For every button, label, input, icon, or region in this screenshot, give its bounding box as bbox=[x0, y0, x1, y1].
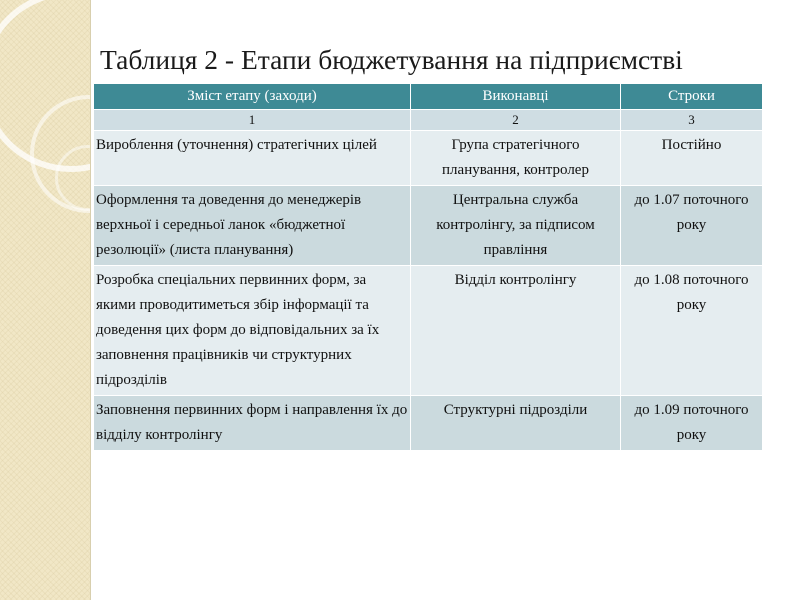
executor-cell: Група стратегічного планування, контролер bbox=[411, 131, 621, 186]
stage-cell: Вироблення (уточнення) стратегічних цілей bbox=[94, 131, 411, 186]
stage-cell: Розробка спеціальних первинних форм, за якими проводитиметься збір інформації та доведення цих форм до відповідальних за їх заповнення працівників чи структурних підрозділів bbox=[94, 266, 411, 396]
budgeting-stages-table bbox=[93, 83, 763, 451]
column-number: 2 bbox=[411, 110, 621, 131]
table-row bbox=[94, 131, 763, 186]
column-number: 1 bbox=[94, 110, 411, 131]
table-row bbox=[94, 266, 763, 396]
slide-title: Таблиця 2 - Етапи бюджетування на підприємстві bbox=[100, 44, 683, 75]
table-header-row bbox=[94, 84, 763, 110]
decorative-side-panel bbox=[0, 0, 90, 600]
column-number: 3 bbox=[621, 110, 763, 131]
side-divider bbox=[90, 0, 91, 600]
column-number-row bbox=[94, 110, 763, 131]
executor-cell: Відділ контролінгу bbox=[411, 266, 621, 396]
executor-cell: Центральна служба контролінгу, за підписом правління bbox=[411, 186, 621, 266]
header-stage: Зміст етапу (заходи) bbox=[94, 84, 411, 110]
table-row bbox=[94, 186, 763, 266]
term-cell: Постійно bbox=[621, 131, 763, 186]
term-cell: до 1.09 поточного року bbox=[621, 396, 763, 451]
table-row bbox=[94, 396, 763, 451]
header-term: Строки bbox=[621, 84, 763, 110]
stage-cell: Заповнення первинних форм і направлення їх до відділу контролінгу bbox=[94, 396, 411, 451]
stage-cell: Оформлення та доведення до менеджерів верхньої і середньої ланок «бюджетної резолюції» (листа планування) bbox=[94, 186, 411, 266]
header-executor: Виконавці bbox=[411, 84, 621, 110]
term-cell: до 1.07 поточного року bbox=[621, 186, 763, 266]
term-cell: до 1.08 поточного року bbox=[621, 266, 763, 396]
executor-cell: Структурні підрозділи bbox=[411, 396, 621, 451]
